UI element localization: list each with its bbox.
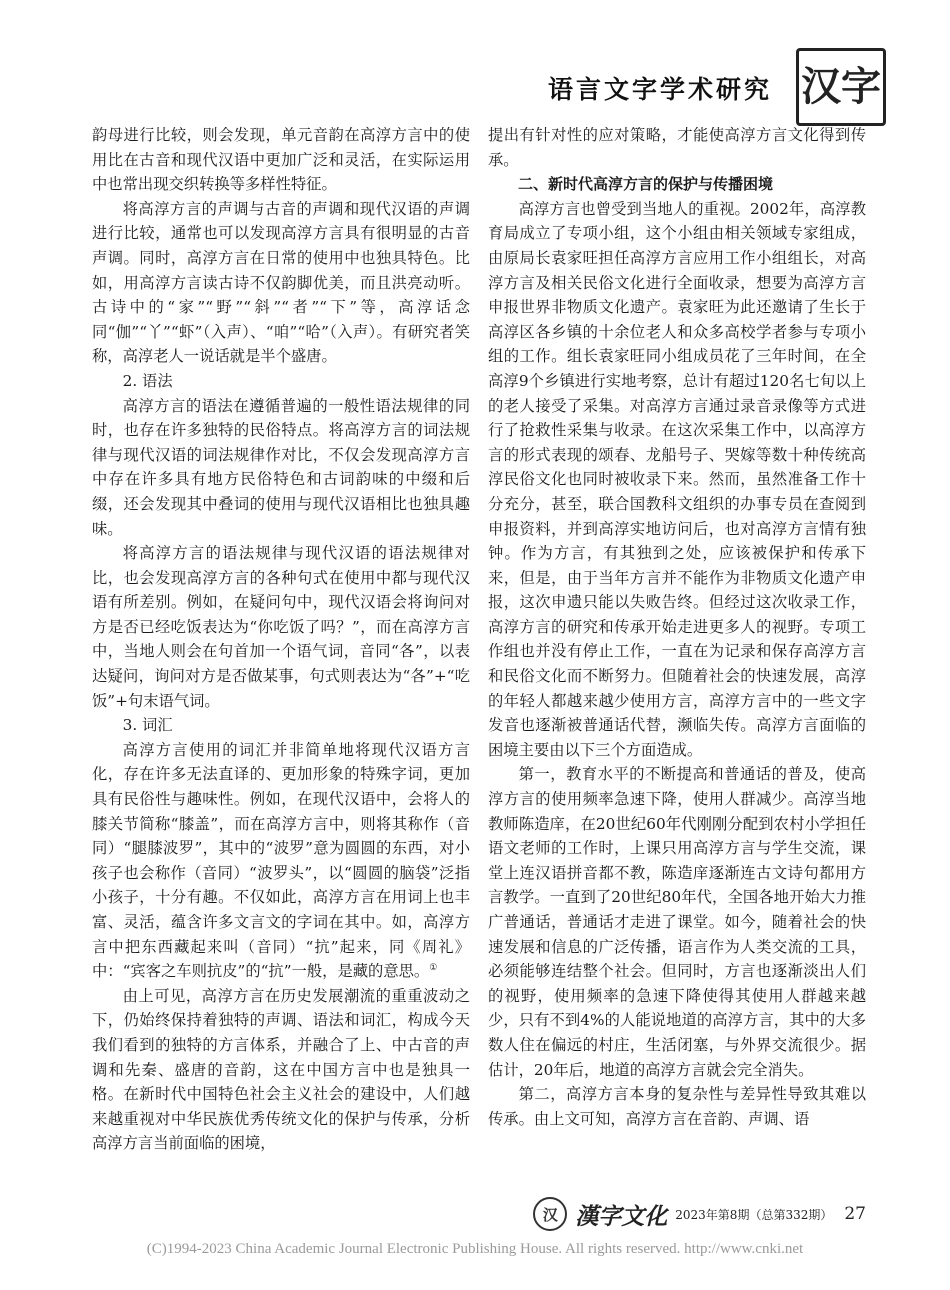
journal-logo: 汉字 [796, 48, 886, 126]
paragraph-with-footnote [92, 738, 470, 984]
paragraph: 韵母进行比较，则会发现，单元音韵在高淳方言中的使用比在古音和现代汉语中更加广泛和灵活，在实际运用中也常出现交织转换等多样性特征。 [92, 126, 470, 194]
copyright-line: (C)1994-2023 China Academic Journal Electronic Publishing House. All rights reserved. http://www.cnki.net [146, 1241, 804, 1257]
paragraph: 由上可见，高淳方言在历史发展潮流的重重波动之下，仍始终保持着独特的声调、语法和词汇，构成今天我们看到的独特的方言体系，并融合了上、中古音的声调和先秦、盛唐的音韵，这在中国方言中也是独具一格。在新时代中国特色社会主义社会的建设中，人们越来越重视对中华民族优秀传统文化的保护与传承，分析高淳方言当前面临的困境， [92, 986, 470, 1153]
paragraph: 高淳方言的语法在遵循普遍的一般性语法规律的同时，也存在许多独特的民俗特点。将高淳方言的词法规律与现代汉语的词法规律作对比，不仅会发现高淳方言中存在许多具有地方民俗特色和古词韵味的中缀和后缀，还会发现其中叠词的使用与现代汉语相比也独具趣味。 [92, 396, 470, 538]
paragraph: 高淳方言也曾受到当地人的重视。2002年，高淳教育局成立了专项小组，这个小组由相关领域专家组成，由原局长袁家旺担任高淳方言应用工作小组组长，对高淳方言及相关民俗文化进行全面收录，想要为高淳方言申报世界非物质文化遗产。袁家旺为此还邀请了生长于高淳区各乡镇的十余位老人和众多高校学者参与专项小组的工作。组长袁家旺同小组成员花了三年时间，在全高淳9个乡镇进行实地考察，总计有超过120名七旬以上的老人接受了采集。对高淳方言通过录音录像等方式进行了抢救性采集与收录。在这次采集工作中，以高淳方言的形式表现的颂春、龙船号子、哭嫁等数十种传统高淳民俗文化也同时被收录下来。然而，虽然准备工作十分充分，甚至，联合国教科文组织的办事专员在查阅到申报资料，并到高淳实地访问后，也对高淳方言情有独钟。作为方言，有其独到之处，应该被保护和传承下来，但是，由于当年方言并不能作为非物质文化遗产申报，这次申遗只能以失败告终。但经过这次收录工作，高淳方言的研究和传承开始走进更多人的视野。专项工作组也并没有停止工作，一直在为记录和保存高淳方言和民俗文化而不断努力。但随着社会的快速发展，高淳的年轻人都越来越少使用方言，高淳方言中的一些文字发音也逐渐被普通话代替，濒临失传。高淳方言面临的困境主要由以下三个方面造成。 [488, 199, 866, 759]
paragraph: 将高淳方言的语法规律与现代汉语的语法规律对比，也会发现高淳方言的各种句式在使用中都与现代汉语有所差别。例如，在疑问句中，现代汉语会将询问对方是否已经吃饭表达为“你吃饭了吗？”，而在高淳方言中，当地人则会在句首加一个语气词，音同“各”，以表达疑问，询问对方是否做某事，句式则表达为“各”+“吃饭”+句末语气词。 [92, 544, 470, 710]
page-number: 27 [844, 1204, 866, 1224]
right-column [488, 123, 866, 1131]
page-footer [533, 1197, 866, 1231]
footer-issue: 2023年第8期（总第332期） [675, 1207, 833, 1222]
subsection-heading: 3. 词汇 [122, 716, 173, 735]
footer-journal-name: 漢字文化 [575, 1203, 668, 1230]
section-heading: 二、新时代高淳方言的保护与传播困境 [518, 175, 774, 194]
left-column [92, 123, 470, 1156]
journal-emblem-icon: 汉 [533, 1197, 567, 1231]
journal-section-title: 语言文字学术研究 [547, 75, 772, 104]
paragraph: 第一，教育水平的不断提高和普通话的普及，使高淳方言的使用频率急速下降，使用人群减少。高淳当地教师陈造庠，在20世纪60年代刚刚分配到农村小学担任语文老师的工作时，上课只用高淳方言与学生交流，课堂上连汉语拼音都不教，陈造庠逐渐连古文诗句都用方言教学。一直到了20世纪80年代，全国各地开始大力推广普通话，普通话才走进了课堂。如今，随着社会的快速发展和信息的广泛传播，语言作为人类交流的工具，必须能够连结整个社会。但同时，方言也逐渐淡出人们的视野，使用频率的急速下降使得其使用人群越来越少，只有不到4%的人能说地道的高淳方言，其中的大多数人住在偏远的村庄，生活闭塞，与外界交流很少。据估计，20年后，地道的高淳方言就会完全消失。 [488, 765, 866, 1079]
paragraph: 提出有针对性的应对策略，才能使高淳方言文化得到传承。 [488, 126, 866, 169]
subsection-heading: 2. 语法 [122, 371, 173, 390]
paragraph-text: 高淳方言使用的词汇并非简单地将现代汉语方言化，存在许多无法直译的、更加形象的特殊字词，更加具有民俗性与趣味性。例如，在现代汉语中，会将人的膝关节简称“膝盖”，而在高淳方言中，则将其称作（音同）“腿膝波罗”，其中的“波罗”意为圆圆的东西，对小孩子也会称作（音同）“波罗头”，以“圆圆的脑袋”泛指小孩子，十分有趣。不仅如此，高淳方言在用词上也丰富、灵活，蕴含许多文言文的字词在其中。如，高淳方言中把东西藏起来叫（音同）“抗”起来，同《周礼》中：“宾客之车则抗皮”的“抗”一般，是藏的意思。 [92, 740, 470, 981]
paragraph: 将高淳方言的声调与古音的声调和现代汉语的声调进行比较，通常也可以发现高淳方言具有很明显的古音声调。同时，高淳方言在日常的使用中也独具特色。比如，用高淳方言读古诗不仅韵脚优美，而且洪亮动听。古诗中的“家”“野”“斜”“者”“下”等，高淳话念同“伽”“丫”“虾”（入声）、“咱”“哈”（入声）。有研究者笑称，高淳老人一说话就是半个盛唐。 [92, 199, 470, 366]
footnote-marker[interactable]: ① [429, 963, 438, 974]
paragraph: 第二，高淳方言本身的复杂性与差异性导致其难以传承。由上文可知，高淳方言在音韵、声调、语 [488, 1085, 866, 1128]
